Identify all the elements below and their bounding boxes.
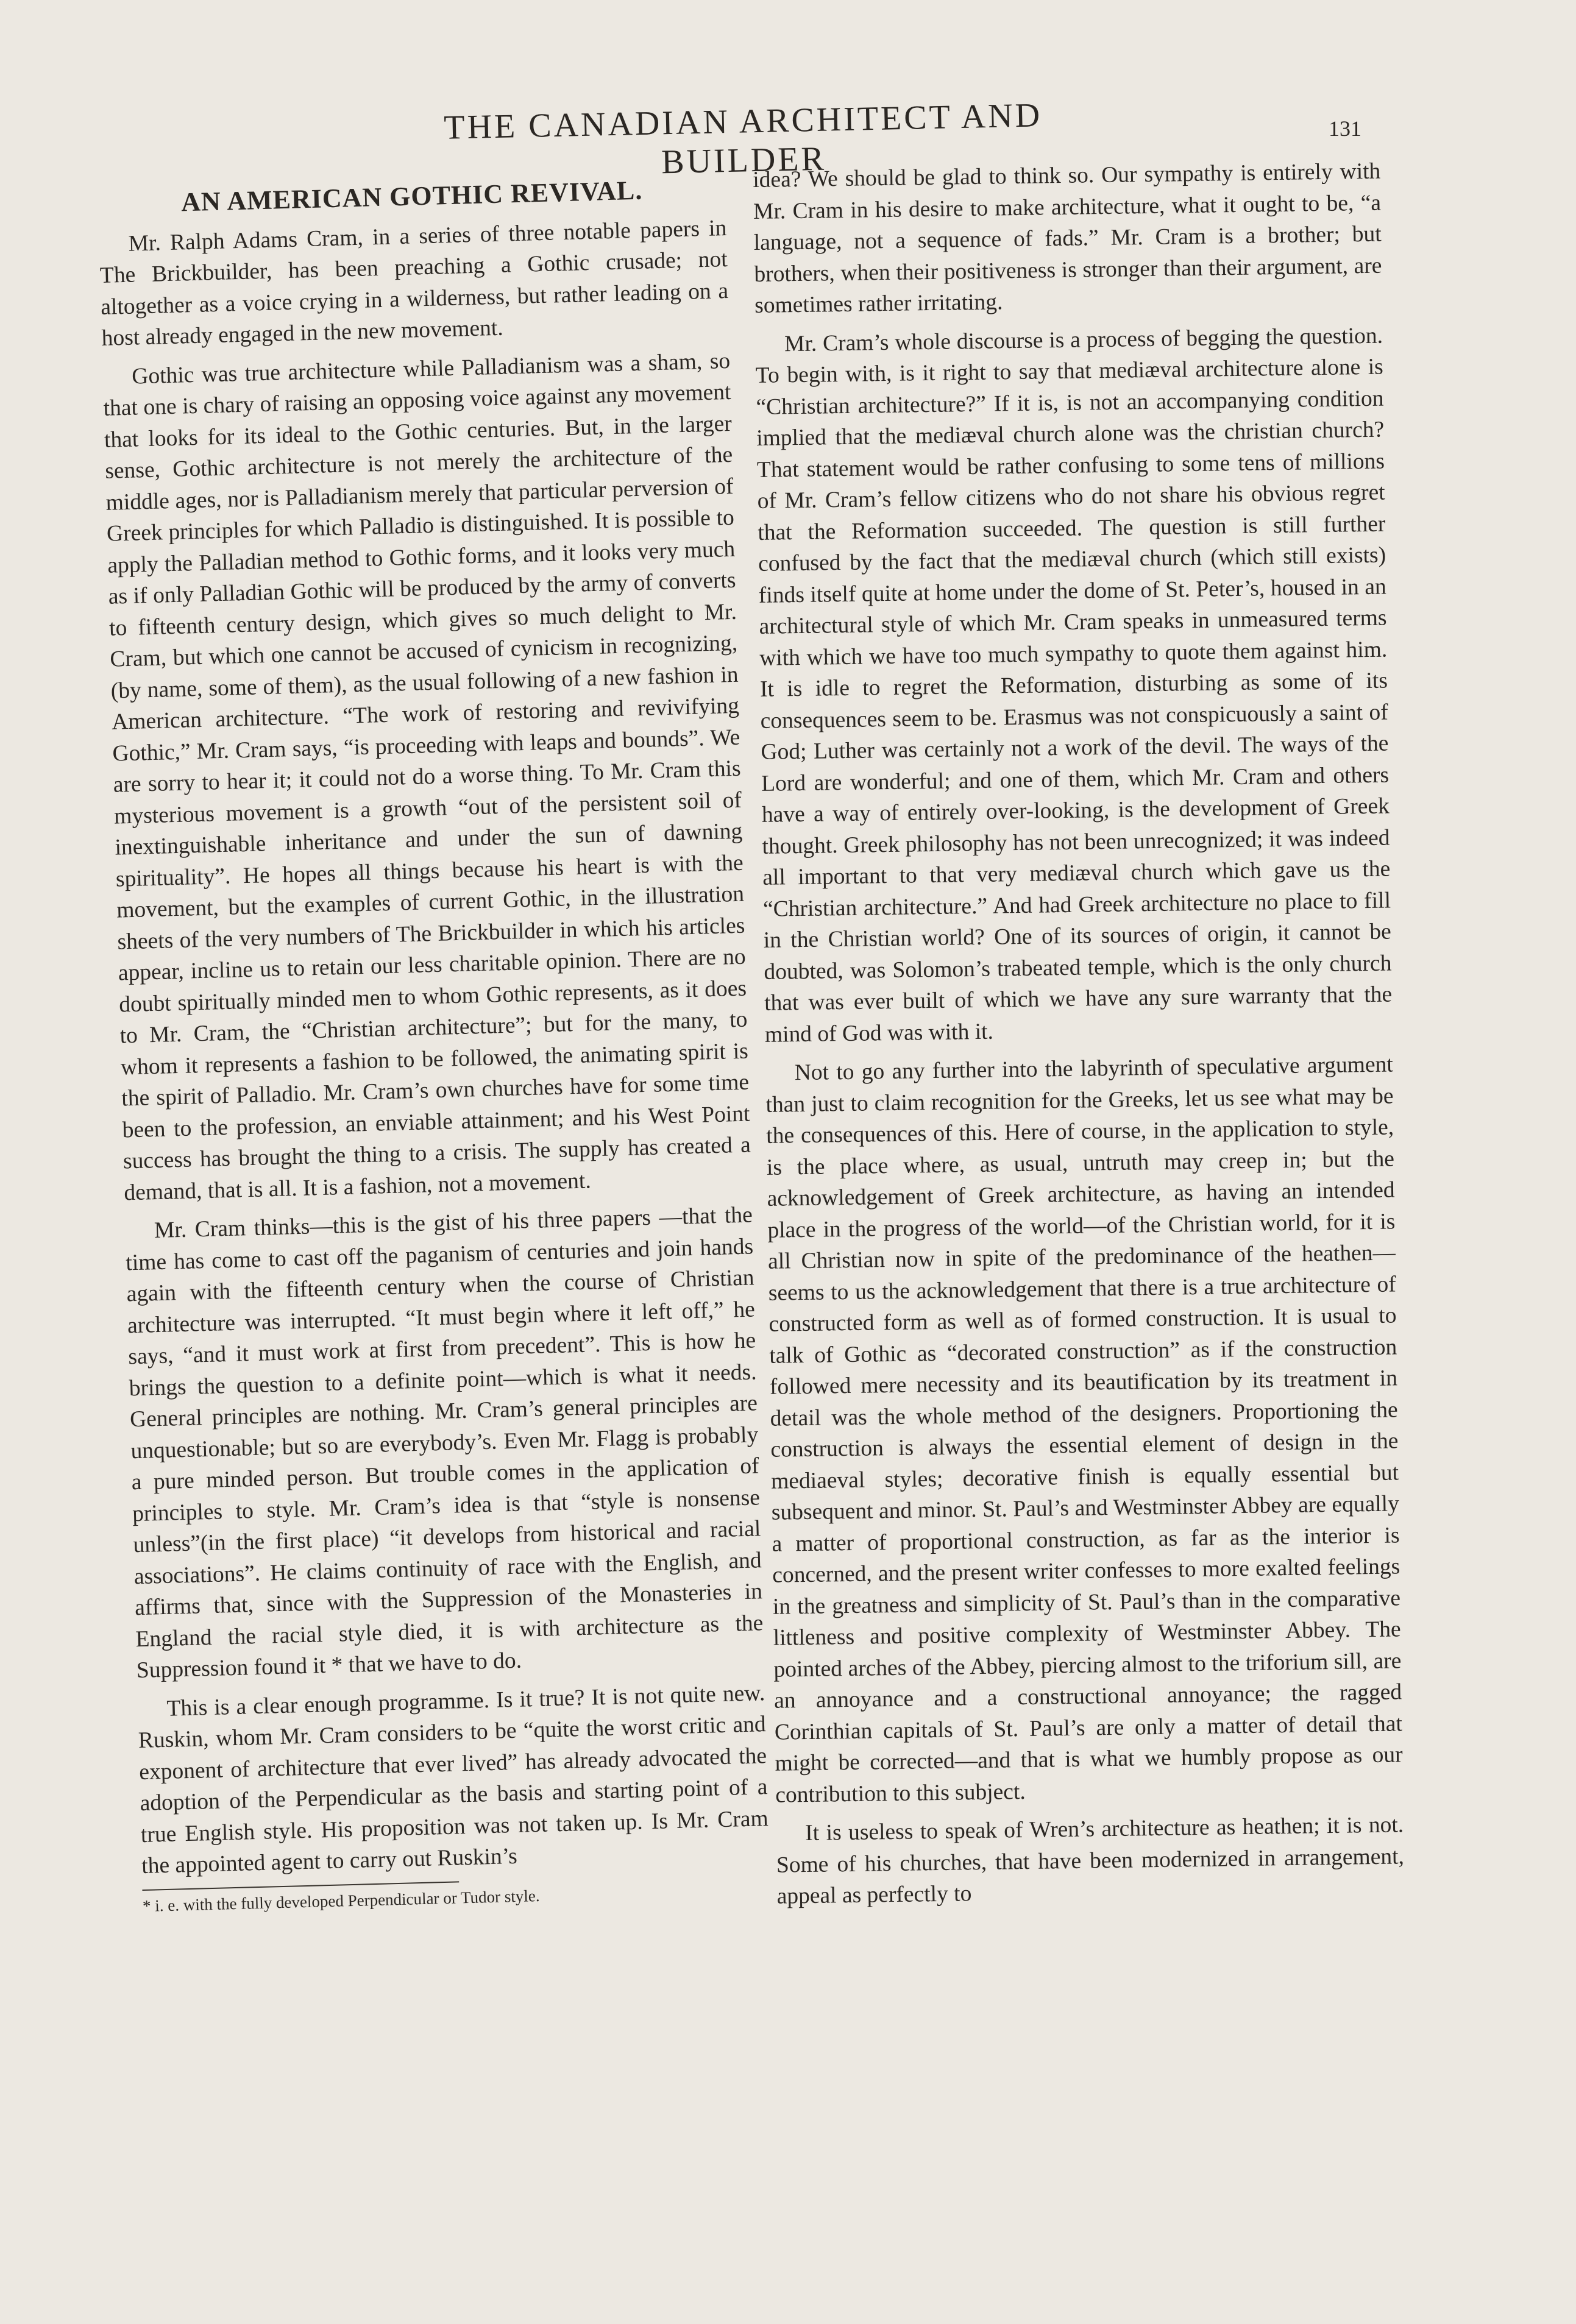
paragraph: idea? We should be glad to think so. Our sympathy is entirely with Mr. Cram in his desire to make architecture, what it ought to be, “a language, not a sequence of fads.” Mr. Cram is a brother; but brothers, when their positiveness is stronger than their argument, are sometimes rather irritating. [753, 158, 1382, 318]
article-title: AN AMERICAN GOTHIC REVIVAL. [180, 175, 643, 218]
paragraph: It is useless to speak of Wren’s architecture as heathen; it is not. Some of his churches, that have been modernized in arrangement, appeal as perfectly to [776, 1812, 1405, 1909]
paragraph: This is a clear enough programme. Is it true? It is not quite new. Ruskin, whom Mr. Cram considers to be “quite the worst critic and exponent of architecture that ever lived” has already advocated the adoption of the Perpendicular as the basis and starting point of a true English style. His proposition was not taken up. Is Mr. Cram the appointed agent to carry out Ruskin’s [138, 1680, 769, 1879]
paragraph: Mr. Ralph Adams Cram, in a series of three notable papers in The Brickbuilder, has been preaching a Gothic crusade; not altogether as a voice crying in a wilderness, but rather leading on a host already engaged in the new movement. [99, 215, 729, 351]
footnote: * i. e. with the fully developed Perpendicular or Tudor style. [142, 1886, 540, 1915]
paragraph: Not to go any further into the labyrinth of speculative argument than just to claim recognition for the Greeks, let us see what may be the consequences of this. Here of course, in the application to style, is the place where, as usual, untruth may creep in; but the acknowledgement of Greek architecture, as having an intended place in the progress of the world—of the Christian world, for it is all Christian now in spite of the predominance of the heathen—seems to us the acknowledgement that there is a true architecture of constructed form as well as of formed construction. It is usual to talk of Gothic as “decorated construction” as if the construction followed mere necessity and its beautification by its treatment in detail was the whole method of the designers. Proportioning the construction is always the essential element of design in the mediaeval styles; decorative finish is equally essential but subsequent and minor. St. Paul’s and Westminster Abbey are equally a matter of proportional construction, as far as the interior is concerned, and the present writer confesses to more exalted feelings in the greatness and simplicity of St. Paul’s than in the comparative littleness and positive complexity of Westminster Abbey. The pointed arches of the Abbey, piercing almost to the triforium sill, are an annoyance and a constructional annoyance; the ragged Corinthian capitals of St. Paul’s are only a matter of detail that might be corrected—and that is what we humbly propose as our contribution to this subject. [765, 1052, 1403, 1808]
left-column [98, 166, 781, 2303]
page-number: 131 [1329, 116, 1361, 141]
paragraph: Gothic was true architecture while Palladianism was a sham, so that one is chary of raising an opposing voice against any movement that looks for its ideal to the Gothic centuries. But, in the larger sense, Gothic architecture is not merely the architecture of the middle ages, nor is Palladianism merely that particular perversion of Greek principles for which Palladio is distinguished. It is possible to apply the Palladian method to Gothic forms, and it looks very much as if only Palladian Gothic will be produced by the army of converts to fifteenth century design, which gives so much delight to Mr. Cram, but which one cannot be accused of cynicism in recognizing, (by name, some of them), as the usual following of a new fashion in American architecture. “The work of restoring and revivifying Gothic,” Mr. Cram says, “is proceeding with leaps and bounds”. We are sorry to hear it; it could not do a worse thing. To Mr. Cram this mysterious movement is a growth “out of the persistent soil of inextinguishable inheritance and under the sun of dawning spirituality”. He hopes all things because his heart is with the movement, but the examples of current Gothic, in the illustration sheets of the very numbers of The Brickbuilder in which his articles appear, incline us to retain our less charitable opinion. There are no doubt spiritually minded men to whom Gothic represents, as it does to Mr. Cram, the “Christian architecture”; but for the many, to whom it represents a fashion to be followed, the animating spirit is the spirit of Palladio. Mr. Cram’s own churches have for some time been to the profession, an enviable attainment; and his West Point success has brought the thing to a crisis. The supply has created a demand, that is all. It is a fashion, not a movement. [103, 348, 751, 1205]
paragraph: Mr. Cram’s whole discourse is a process of begging the question. To begin with, is it right to say that mediæval architecture alone is “Christian architecture?” If it is, is not an accompanying condition implied that the mediæval church alone was the christian church? That statement would be rather confusing to some tens of millions of Mr. Cram’s fellow citizens who do not share his obvious regret that the Reformation succeeded. The question is still further confused by the fact that the mediæval church (which still exists) finds itself quite at home under the dome of St. Peter’s, housed in an architectural style of which Mr. Cram speaks in unmeasured terms with which we have too much sympathy to quote them against him. It is idle to regret the Reformation, disturbing as some of its consequences seem to be. Erasmus was not conspicuously a saint of God; Luther was certainly not a work of the devil. The ways of the Lord are wonderful; and one of them, which Mr. Cram and others have a way of entirely over-looking, is the development of Greek thought. Greek philosophy has not been unrecognized; it was indeed all important to that very mediæval church which gave us the “Christian architecture.” And had Greek architecture no place to fill in the Christian world? One of its sources of origin, it cannot be doubted, was Solomon’s trabeated temple, which is the only church that was ever built of which we have any sure warranty that the mind of God was with it. [755, 323, 1393, 1047]
right-column [753, 156, 1410, 2285]
journal-title: THE CANADIAN ARCHITECT AND BUILDER [443, 96, 1043, 182]
paragraph: Mr. Cram thinks—this is the gist of his three papers —that the time has come to cast off the paganism of centuries and join hands again with the fifteenth century when the course of Christian architecture was interrupted. “It must begin where it left off,” he says, “and it must work at first from precedent”. This is how he brings the question to a definite point—which is what it needs. General principles are nothing. Mr. Cram’s general principles are unquestionable; but so are everybody’s. Even Mr. Flagg is probably a pure minded person. But trouble comes in the application of principles to style. Mr. Cram’s idea is that “style is nonsense unless”(in the first place) “it develops from historical and racial associations”. He claims continuity of race with the English, and affirms that, since with the Suppression of the Monasteries in England the racial style died, it is with architecture as the Suppression found it * that we have to do. [125, 1202, 764, 1684]
